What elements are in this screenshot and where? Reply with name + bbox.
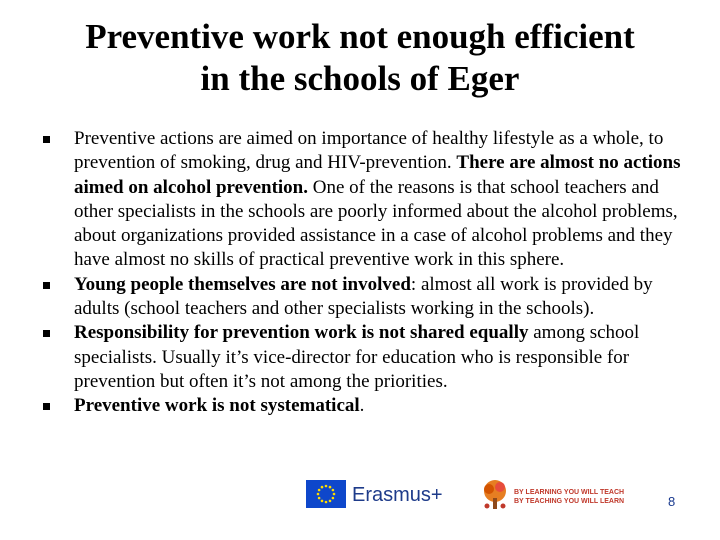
bullet-bold-text: There are almost no actions aimed on alcohol prevention. [74,152,681,198]
slide-title [20,16,700,100]
bullet-bold-text: Young people themselves are not involved [74,273,411,295]
bullet-item [0,321,720,394]
eu-flag-icon [306,480,346,508]
motto-line-1: BY LEARNING YOU WILL TEACH [514,489,625,496]
title-line-1: Preventive work not enough efficient [85,17,635,56]
page-number: 8 [668,494,676,509]
bullet-bold-text: Responsibility for prevention work is not shared equally [74,322,529,344]
bullet-text: : almost all work is provided by adults (school teachers and other specialists working in the schools). [74,273,653,320]
square-bullet-icon [43,136,50,143]
tree-logo-icon [478,478,512,512]
bullet-text: Preventive actions are aimed on importance of healthy lifestyle as a whole, to prevention of smoking, drug and HIV-prevention. [74,128,664,174]
bullet-bold-text: Preventive work is not systematical [74,395,360,417]
square-bullet-icon [43,330,50,337]
square-bullet-icon [43,403,50,410]
bullet-item [0,394,720,418]
bullet-item [0,273,720,322]
motto-line-2: BY TEACHING YOU WILL LEARN [514,498,625,505]
bullet-text: . [359,395,365,417]
project-motto [514,488,624,506]
bullet-text: One of the reasons is that school teachers and other specialists in the schools are poorly informed about the alcohol problems, about organizations provided assistance in a case of alcohol problems and they have almost no skills of practical preventive work in this sphere. [74,176,678,271]
title-line-2: in the schools of Eger [200,59,520,98]
erasmus-logo-text: Erasmus+ [352,484,443,506]
bullet-item [0,127,720,273]
bullet-text: among school specialists. Usually it’s vice-director for education who is responsible for prevention but often it’s not among the priorities. [74,322,640,392]
bullet-list [0,127,720,419]
square-bullet-icon [43,282,50,289]
